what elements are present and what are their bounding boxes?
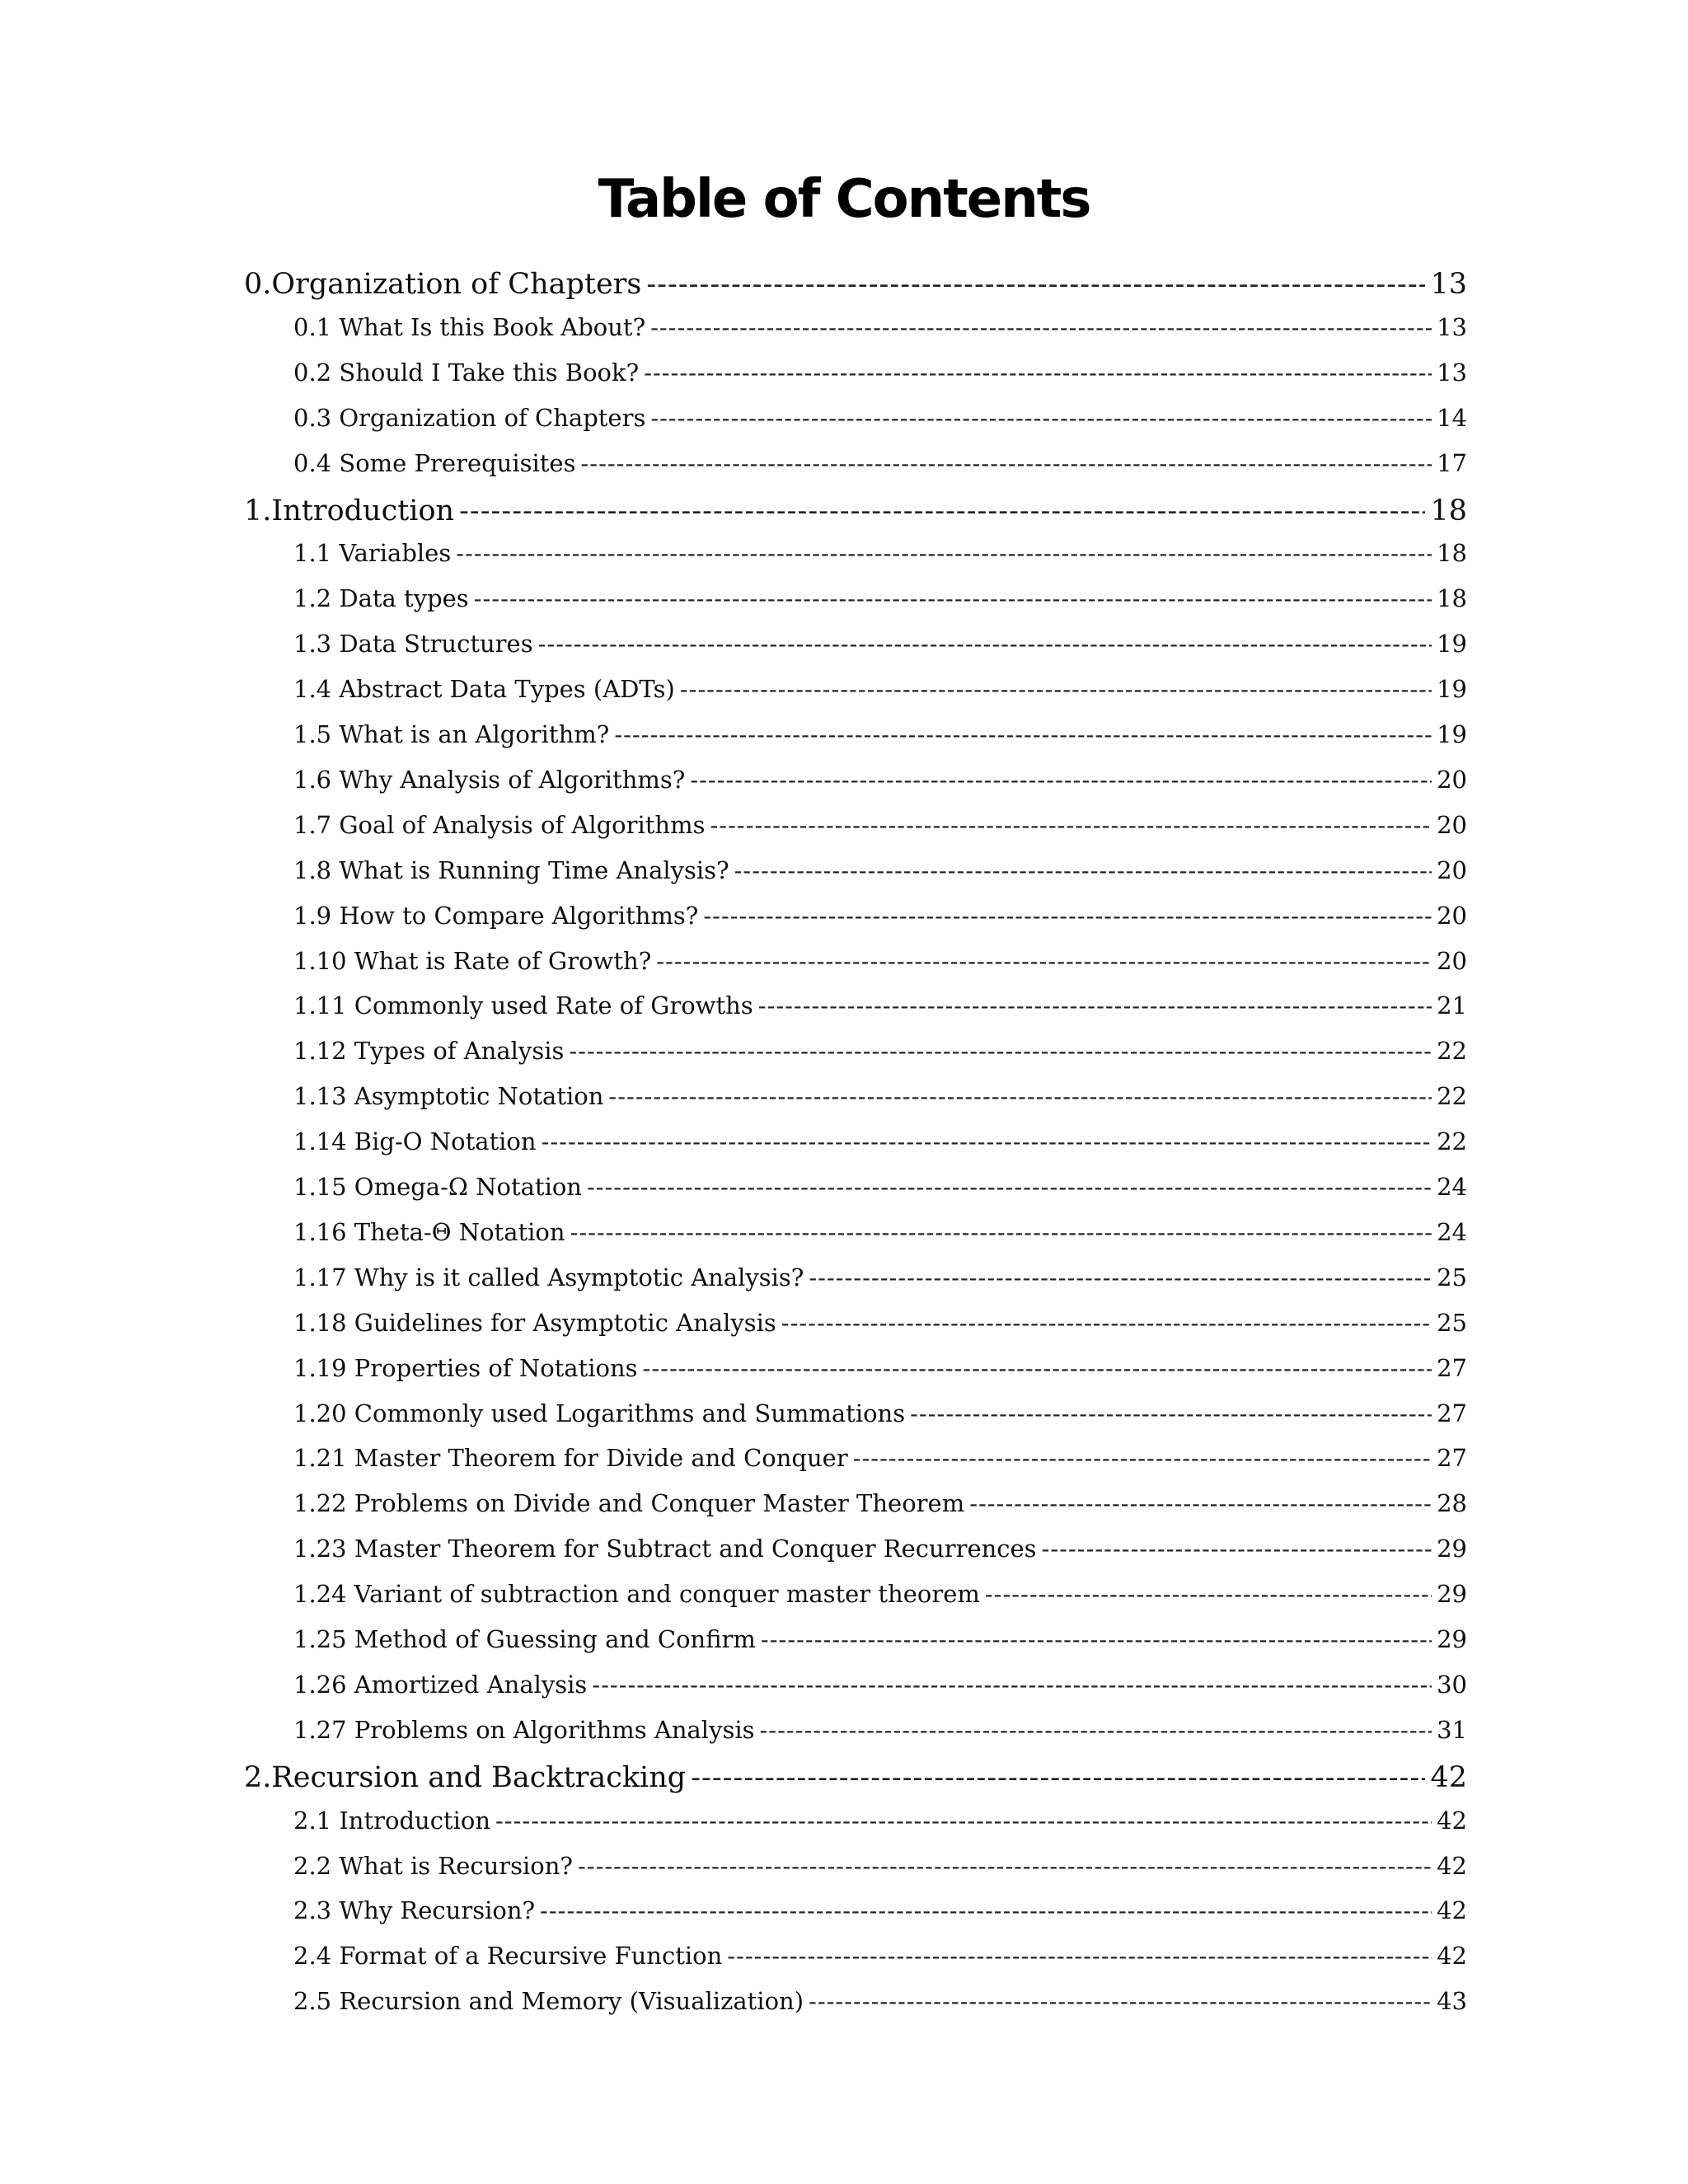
entry-page-number: 28	[1437, 1489, 1467, 1518]
dot-leader	[690, 766, 1432, 794]
entry-label: 1.10 What is Rate of Growth?	[293, 946, 652, 975]
entry-label: 1.13 Asymptotic Notation	[293, 1082, 604, 1111]
entry-label: 1.18 Guidelines for Asymptotic Analysis	[293, 1308, 776, 1337]
dot-leader	[614, 720, 1432, 748]
entry-page-number: 43	[1437, 1987, 1467, 2016]
entry-page-number: 13	[1437, 312, 1467, 341]
entry-label: 1.27 Problems on Algorithms Analysis	[293, 1715, 755, 1744]
toc-section-entry[interactable]	[293, 630, 1467, 666]
entry-label: 1.7 Goal of Analysis of Algorithms	[293, 810, 706, 839]
entry-label: 1.15 Omega-Ω Notation	[293, 1173, 582, 1201]
entry-label: 1.12 Types of Analysis	[293, 1037, 565, 1066]
entry-page-number: 42	[1437, 1896, 1467, 1925]
chapter-number: 2.	[244, 1760, 272, 1794]
entry-label: 2.3 Why Recursion?	[293, 1896, 536, 1925]
entry-label: 1.8 What is Running Time Analysis?	[293, 855, 729, 884]
entry-page-number: 19	[1437, 720, 1467, 748]
entry-page-number: 22	[1437, 1127, 1467, 1156]
entry-page-number: 20	[1437, 765, 1467, 794]
dot-leader	[578, 1852, 1432, 1880]
entry-label: 2.4 Format of a Recursive Function	[293, 1942, 723, 1971]
dot-leader	[809, 1263, 1432, 1291]
dot-leader	[727, 1942, 1432, 1970]
dot-leader	[781, 1309, 1432, 1337]
toc-section-entry[interactable]	[293, 991, 1467, 1028]
entry-page-number: 24	[1437, 1173, 1467, 1201]
toc-section-entry[interactable]	[293, 766, 1467, 802]
entry-label: 0.1 What Is this Book About?	[293, 312, 646, 341]
dot-leader	[680, 675, 1432, 703]
toc-section-entry[interactable]	[293, 1037, 1467, 1073]
entry-page-number: 42	[1437, 1942, 1467, 1971]
entry-label: 1.16 Theta-Θ Notation	[293, 1217, 565, 1246]
dot-leader	[1042, 1535, 1432, 1563]
entry-label: 1.3 Data Structures	[293, 630, 533, 658]
dot-leader	[734, 856, 1432, 884]
entry-page-number: 29	[1437, 1535, 1467, 1563]
dot-leader	[761, 1625, 1432, 1653]
toc-section-entry[interactable]	[293, 1489, 1467, 1526]
toc-section-entry[interactable]	[293, 1580, 1467, 1616]
entry-page-number: 20	[1437, 810, 1467, 839]
entry-page-number: 18	[1430, 494, 1467, 527]
toc-section-entry[interactable]	[293, 1173, 1467, 1209]
dot-leader	[580, 449, 1432, 477]
dot-leader	[969, 1489, 1432, 1517]
entry-label: 1.1 Variables	[293, 539, 452, 568]
dot-leader	[650, 313, 1432, 341]
entry-page-number: 18	[1437, 539, 1467, 568]
toc-chapter-entry[interactable]	[244, 1761, 1467, 1802]
entry-label: 2.5 Recursion and Memory (Visualization)	[293, 1987, 804, 2016]
entry-page-number: 25	[1437, 1308, 1467, 1337]
entry-label: 1.22 Problems on Divide and Conquer Master Theorem	[293, 1489, 965, 1518]
toc-section-entry[interactable]	[293, 313, 1467, 349]
entry-label: 2.1 Introduction	[293, 1806, 490, 1835]
entry-page-number: 21	[1437, 991, 1467, 1020]
dot-leader	[570, 1218, 1432, 1246]
chapter-number: 0.	[244, 268, 272, 301]
toc-section-entry[interactable]	[293, 1218, 1467, 1254]
entry-page-number: 42	[1437, 1851, 1467, 1880]
entry-label: 0.4 Some Prerequisites	[293, 448, 576, 477]
dot-leader	[853, 1444, 1432, 1472]
dot-leader	[643, 1354, 1432, 1382]
dot-leader	[703, 902, 1432, 930]
toc-section-entry[interactable]	[293, 1671, 1467, 1707]
entry-page-number: 20	[1437, 946, 1467, 975]
dot-leader	[809, 1987, 1432, 2015]
chapter-number: 1.	[244, 494, 272, 527]
dot-leader	[644, 359, 1432, 387]
entry-page-number: 30	[1437, 1670, 1467, 1699]
entry-page-number: 24	[1437, 1217, 1467, 1246]
entry-label: 0.3 Organization of Chapters	[293, 403, 646, 432]
entry-page-number: 27	[1437, 1353, 1467, 1382]
entry-page-number: 31	[1437, 1715, 1467, 1744]
toc-section-entry[interactable]	[293, 856, 1467, 893]
dot-leader	[495, 1807, 1432, 1835]
toc-section-entry[interactable]	[293, 1263, 1467, 1300]
toc-section-entry[interactable]	[293, 1354, 1467, 1390]
toc-section-entry[interactable]	[293, 1127, 1467, 1164]
entry-page-number: 19	[1437, 630, 1467, 658]
entry-label: 1.17 Why is it called Asymptotic Analysis?	[293, 1263, 804, 1291]
toc-section-entry[interactable]	[293, 1625, 1467, 1661]
dot-leader	[650, 404, 1432, 432]
toc-section-entry[interactable]	[293, 1716, 1467, 1752]
entry-page-number: 22	[1437, 1082, 1467, 1111]
entry-label: Organization of Chapters	[271, 268, 642, 301]
entry-label: 1.4 Abstract Data Types (ADTs)	[293, 675, 675, 704]
entry-label: 1.20 Commonly used Logarithms and Summations	[293, 1399, 906, 1427]
toc-section-entry[interactable]	[293, 539, 1467, 575]
entry-label: 1.14 Big-O Notation	[293, 1127, 537, 1156]
toc-section-entry[interactable]	[293, 1444, 1467, 1480]
dot-leader	[760, 1716, 1432, 1744]
entry-page-number: 29	[1437, 1625, 1467, 1653]
entry-page-number: 27	[1437, 1444, 1467, 1473]
toc-section-entry[interactable]	[293, 1896, 1467, 1933]
toc-section-entry[interactable]	[293, 449, 1467, 485]
dot-leader	[542, 1127, 1432, 1155]
dot-leader	[456, 539, 1432, 567]
toc-section-entry[interactable]	[293, 1807, 1467, 1843]
toc-section-entry[interactable]	[293, 675, 1467, 711]
entry-page-number: 25	[1437, 1263, 1467, 1291]
toc-section-entry[interactable]	[293, 1399, 1467, 1436]
dot-leader	[710, 811, 1432, 839]
toc-section-entry[interactable]	[293, 720, 1467, 757]
toc-section-entry[interactable]	[293, 1987, 1467, 2023]
toc-section-entry[interactable]	[293, 584, 1467, 621]
entry-label: 1.24 Variant of subtraction and conquer master theorem	[293, 1580, 980, 1609]
entry-page-number: 17	[1437, 448, 1467, 477]
entry-label: 1.26 Amortized Analysis	[293, 1670, 588, 1699]
toc-chapter-entry[interactable]	[244, 494, 1467, 536]
dot-leader	[691, 1761, 1425, 1794]
entry-page-number: 20	[1437, 855, 1467, 884]
toc-chapter-entry[interactable]	[244, 268, 1467, 309]
toc-section-entry[interactable]	[293, 1082, 1467, 1118]
dot-leader	[569, 1037, 1432, 1065]
entry-page-number: 29	[1437, 1580, 1467, 1609]
entry-label: 1.21 Master Theorem for Divide and Conquer	[293, 1444, 848, 1473]
dot-leader	[656, 947, 1432, 975]
toc-section-entry[interactable]	[293, 1309, 1467, 1345]
entry-label: 1.2 Data types	[293, 584, 469, 613]
entry-page-number: 14	[1437, 403, 1467, 432]
entry-page-number: 13	[1430, 268, 1467, 301]
entry-label: 1.19 Properties of Notations	[293, 1353, 638, 1382]
toc-section-entry[interactable]	[293, 1942, 1467, 1978]
dot-leader	[538, 630, 1432, 658]
toc-section-entry[interactable]	[293, 947, 1467, 983]
dot-leader	[910, 1399, 1432, 1427]
entry-label: 1.6 Why Analysis of Algorithms?	[293, 765, 686, 794]
entry-page-number: 13	[1437, 358, 1467, 387]
dot-leader	[608, 1082, 1432, 1110]
entry-label: 1.9 How to Compare Algorithms?	[293, 901, 699, 930]
dot-leader	[587, 1173, 1432, 1201]
entry-page-number: 22	[1437, 1037, 1467, 1066]
toc-section-entry[interactable]	[293, 359, 1467, 395]
entry-page-number: 20	[1437, 901, 1467, 930]
toc-section-entry[interactable]	[293, 404, 1467, 440]
entry-label: 1.11 Commonly used Rate of Growths	[293, 991, 753, 1020]
entry-page-number: 19	[1437, 675, 1467, 704]
entry-label: 1.23 Master Theorem for Subtract and Conquer Recurrences	[293, 1535, 1037, 1563]
toc-section-entry[interactable]	[293, 811, 1467, 847]
entry-page-number: 42	[1437, 1806, 1467, 1835]
entry-label: Recursion and Backtracking	[271, 1760, 687, 1794]
dot-leader	[985, 1580, 1432, 1608]
entry-page-number: 27	[1437, 1399, 1467, 1427]
entry-label: 1.25 Method of Guessing and Confirm	[293, 1625, 756, 1653]
dot-leader	[540, 1896, 1432, 1924]
toc-section-entry[interactable]	[293, 1535, 1467, 1571]
entry-label: Introduction	[271, 494, 455, 527]
dot-leader	[474, 584, 1432, 612]
toc-section-entry[interactable]	[293, 902, 1467, 938]
entry-label: 0.2 Should I Take this Book?	[293, 358, 640, 387]
toc-section-entry[interactable]	[293, 1852, 1467, 1888]
entry-label: 1.5 What is an Algorithm?	[293, 720, 610, 748]
dot-leader	[758, 991, 1432, 1019]
dot-leader	[459, 494, 1425, 527]
page-title: Table of Contents	[598, 169, 1090, 230]
entry-page-number: 18	[1437, 584, 1467, 613]
entry-page-number: 42	[1430, 1760, 1467, 1794]
dot-leader	[646, 268, 1425, 301]
entry-label: 2.2 What is Recursion?	[293, 1851, 573, 1880]
dot-leader	[592, 1671, 1432, 1699]
